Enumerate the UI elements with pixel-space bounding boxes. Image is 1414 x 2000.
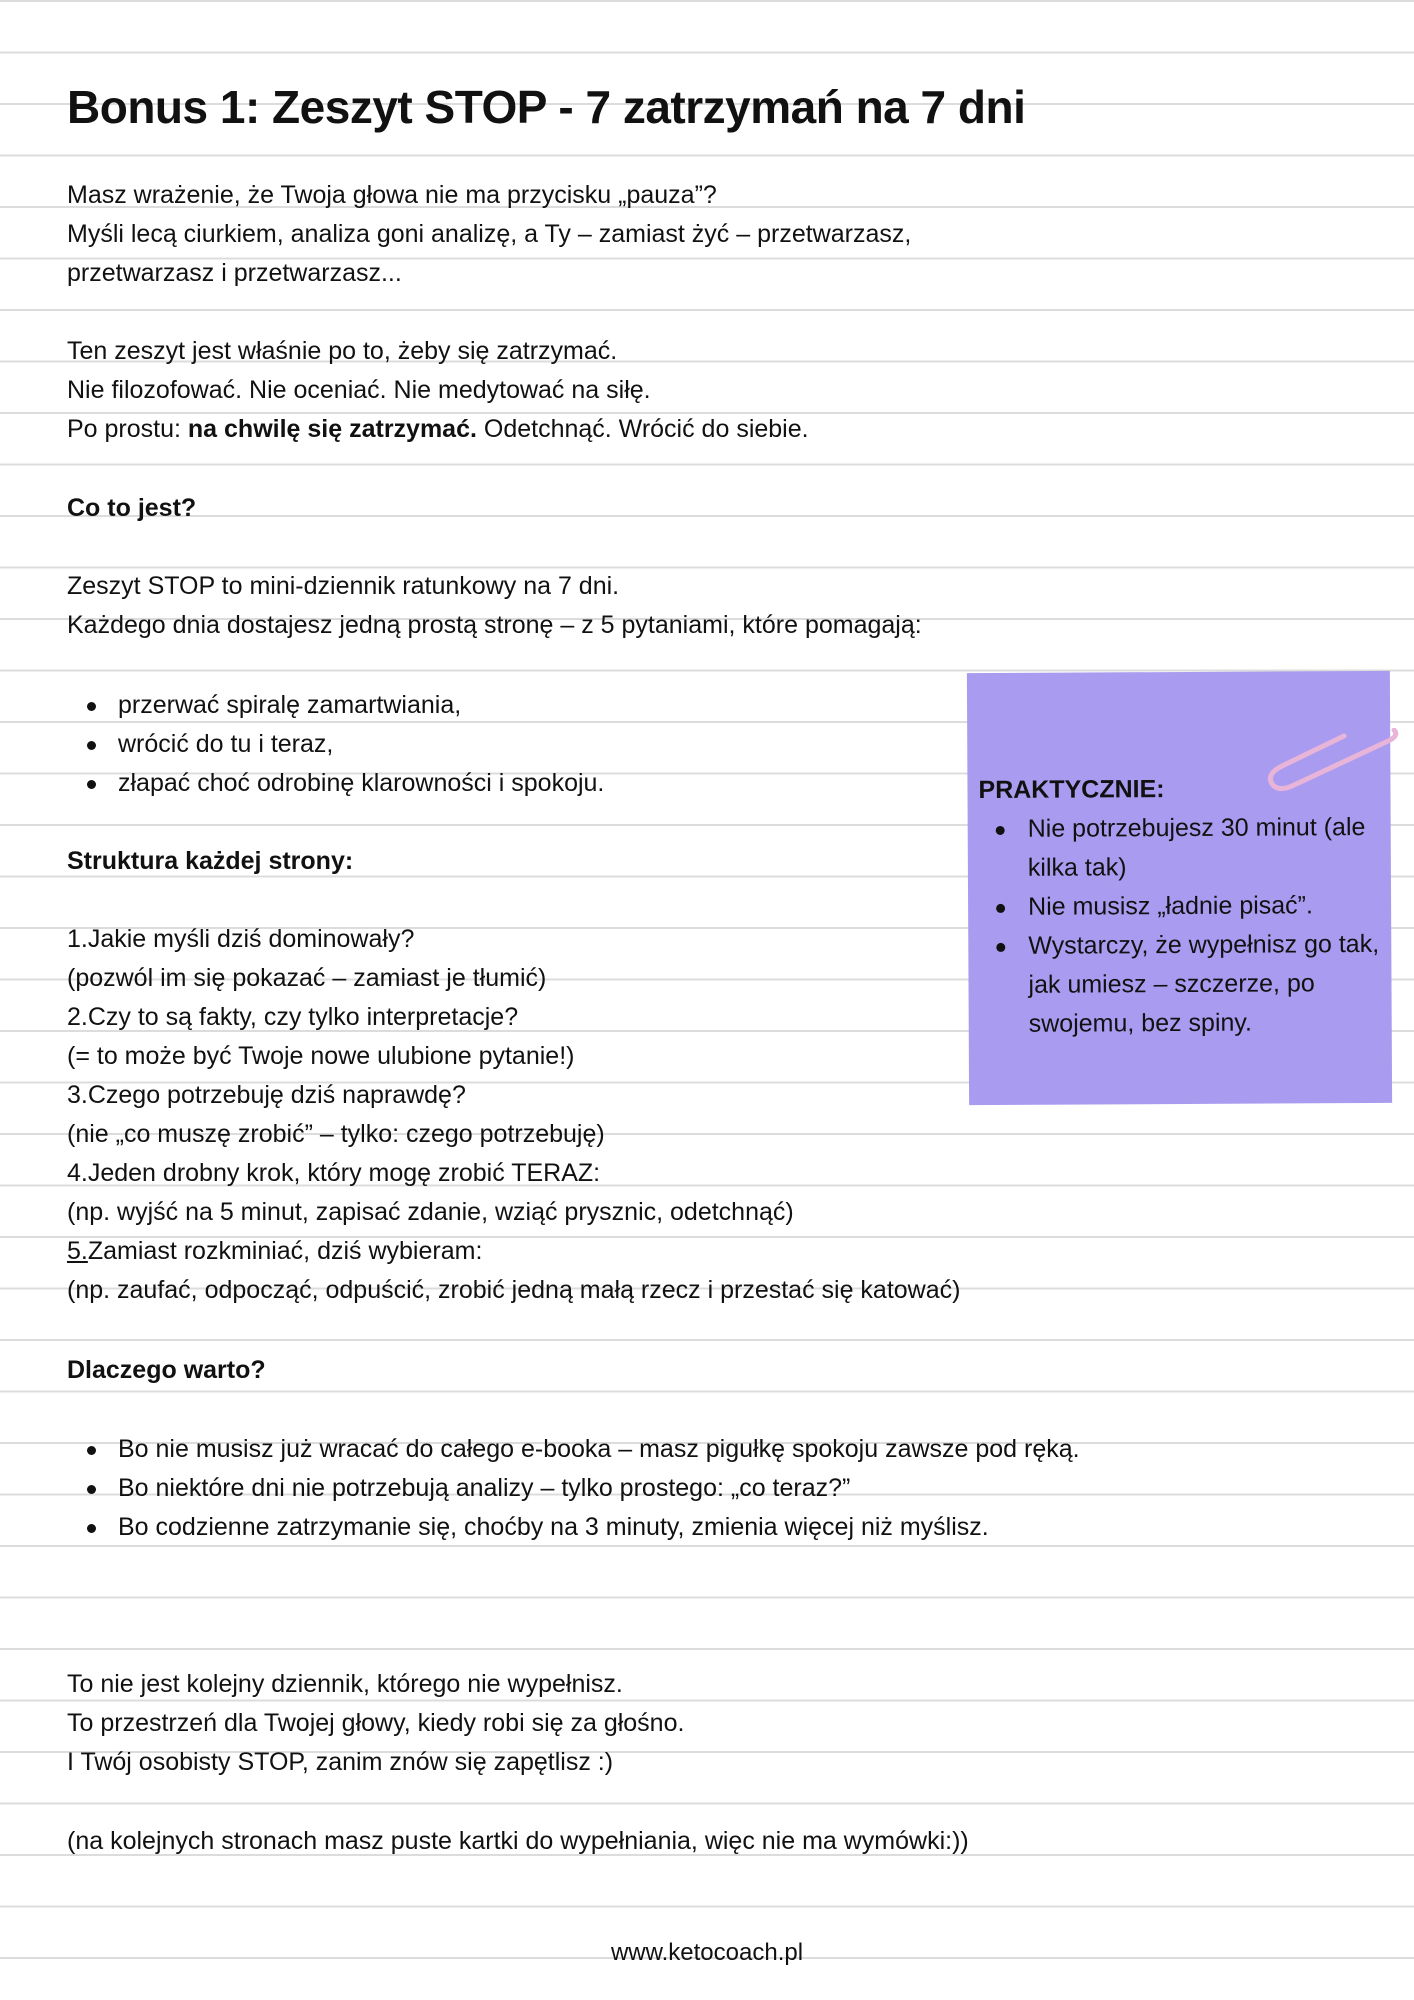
text-line: (= to może być Twoje nowe ulubione pytanie!) (67, 1042, 575, 1070)
text: Odetchnąć. Wrócić do siebie. (476, 415, 809, 443)
list-item: Bo nie musisz już wracać do całego e-booka – masz pigułkę spokoju zawsze pod ręką. (70, 1430, 1220, 1469)
list-item: Nie musisz „ładnie pisać”. (979, 886, 1379, 927)
list-item: złapać choć odrobinę klarowności i spokoju. (70, 764, 604, 803)
text-line: 3.Czego potrzebuję dziś naprawdę? (67, 1081, 466, 1109)
text-line: (np. wyjść na 5 minut, zapisać zdanie, wziąć prysznic, odetchnąć) (67, 1198, 794, 1226)
what-paragraph (67, 567, 922, 645)
page-title: Bonus 1: Zeszyt STOP - 7 zatrzymań na 7 dni (67, 81, 1026, 133)
why-list (70, 1430, 1220, 1547)
text: Zamiast rozkminiać, dziś wybieram: (87, 1237, 483, 1265)
note-list (979, 808, 1380, 1044)
text-line: Każdego dnia dostajesz jedną prostą stronę – z 5 pytaniami, które pomagają: (67, 611, 922, 639)
note-heading: PRAKTYCZNIE: (978, 775, 1165, 805)
list-item: Nie potrzebujesz 30 minut (ale kilka tak) (979, 808, 1379, 888)
paperclip-icon (1262, 728, 1402, 798)
list-item: Bo codzienne zatrzymanie się, choćby na 3 minuty, zmienia więcej niż myślisz. (70, 1508, 1220, 1547)
text-line: Masz wrażenie, że Twoja głowa nie ma przycisku „pauza”? (67, 181, 717, 209)
text: Po prostu: (67, 415, 188, 443)
text-line: Nie filozofować. Nie oceniać. Nie medytować na siłę. (67, 376, 651, 404)
text-line (67, 410, 809, 449)
structure-heading: Struktura każdej strony: (67, 847, 354, 875)
text-line: Myśli lecą ciurkiem, analiza goni analizę, a Ty – zamiast żyć – przetwarzasz, (67, 220, 912, 248)
footer-url: www.ketocoach.pl (610, 1939, 804, 1966)
structure-list (67, 920, 960, 1310)
number: 5. (67, 1237, 88, 1265)
list-item: Wystarczy, że wypełnisz go tak, jak umiesz – szczerze, po swojemu, bez spiny. (979, 925, 1380, 1044)
why-heading: Dlaczego warto? (67, 1356, 266, 1384)
what-heading: Co to jest? (67, 494, 197, 522)
text-line (67, 1232, 960, 1271)
text-line: 4.Jeden drobny krok, który mogę zrobić TERAZ: (67, 1159, 601, 1187)
bold-text: na chwilę się zatrzymać. (187, 415, 477, 443)
text-line: To przestrzeń dla Twojej głowy, kiedy robi się za głośno. (67, 1709, 685, 1737)
text-line: I Twój osobisty STOP, zanim znów się zapętlisz :) (67, 1748, 614, 1776)
text-line: 1.Jakie myśli dziś dominowały? (67, 925, 415, 953)
what-list (70, 686, 604, 803)
text-line: Ten zeszyt jest właśnie po to, żeby się zatrzymać. (67, 337, 618, 365)
text-line: To nie jest kolejny dziennik, którego nie wypełnisz. (67, 1670, 623, 1698)
list-item: wrócić do tu i teraz, (70, 725, 604, 764)
text-line: (np. zaufać, odpocząć, odpuścić, zrobić jedną małą rzecz i przestać się katować) (67, 1276, 961, 1304)
purpose-paragraph (67, 332, 809, 449)
closing-note: (na kolejnych stronach masz puste kartki do wypełniania, więc nie ma wymówki:)) (67, 1827, 969, 1855)
closing-paragraph (67, 1665, 684, 1782)
text-line: Zeszyt STOP to mini-dziennik ratunkowy na 7 dni. (67, 572, 620, 600)
intro-paragraph (67, 176, 911, 293)
list-item: Bo niektóre dni nie potrzebują analizy – tylko prostego: „co teraz?” (70, 1469, 1220, 1508)
text-line: (nie „co muszę zrobić” – tylko: czego potrzebuję) (67, 1120, 605, 1148)
list-item: przerwać spiralę zamartwiania, (70, 686, 604, 725)
text-line: 2.Czy to są fakty, czy tylko interpretacje? (67, 1003, 519, 1031)
text-line: przetwarzasz i przetwarzasz... (67, 259, 402, 287)
text-line: (pozwól im się pokazać – zamiast je tłumić) (67, 964, 547, 992)
